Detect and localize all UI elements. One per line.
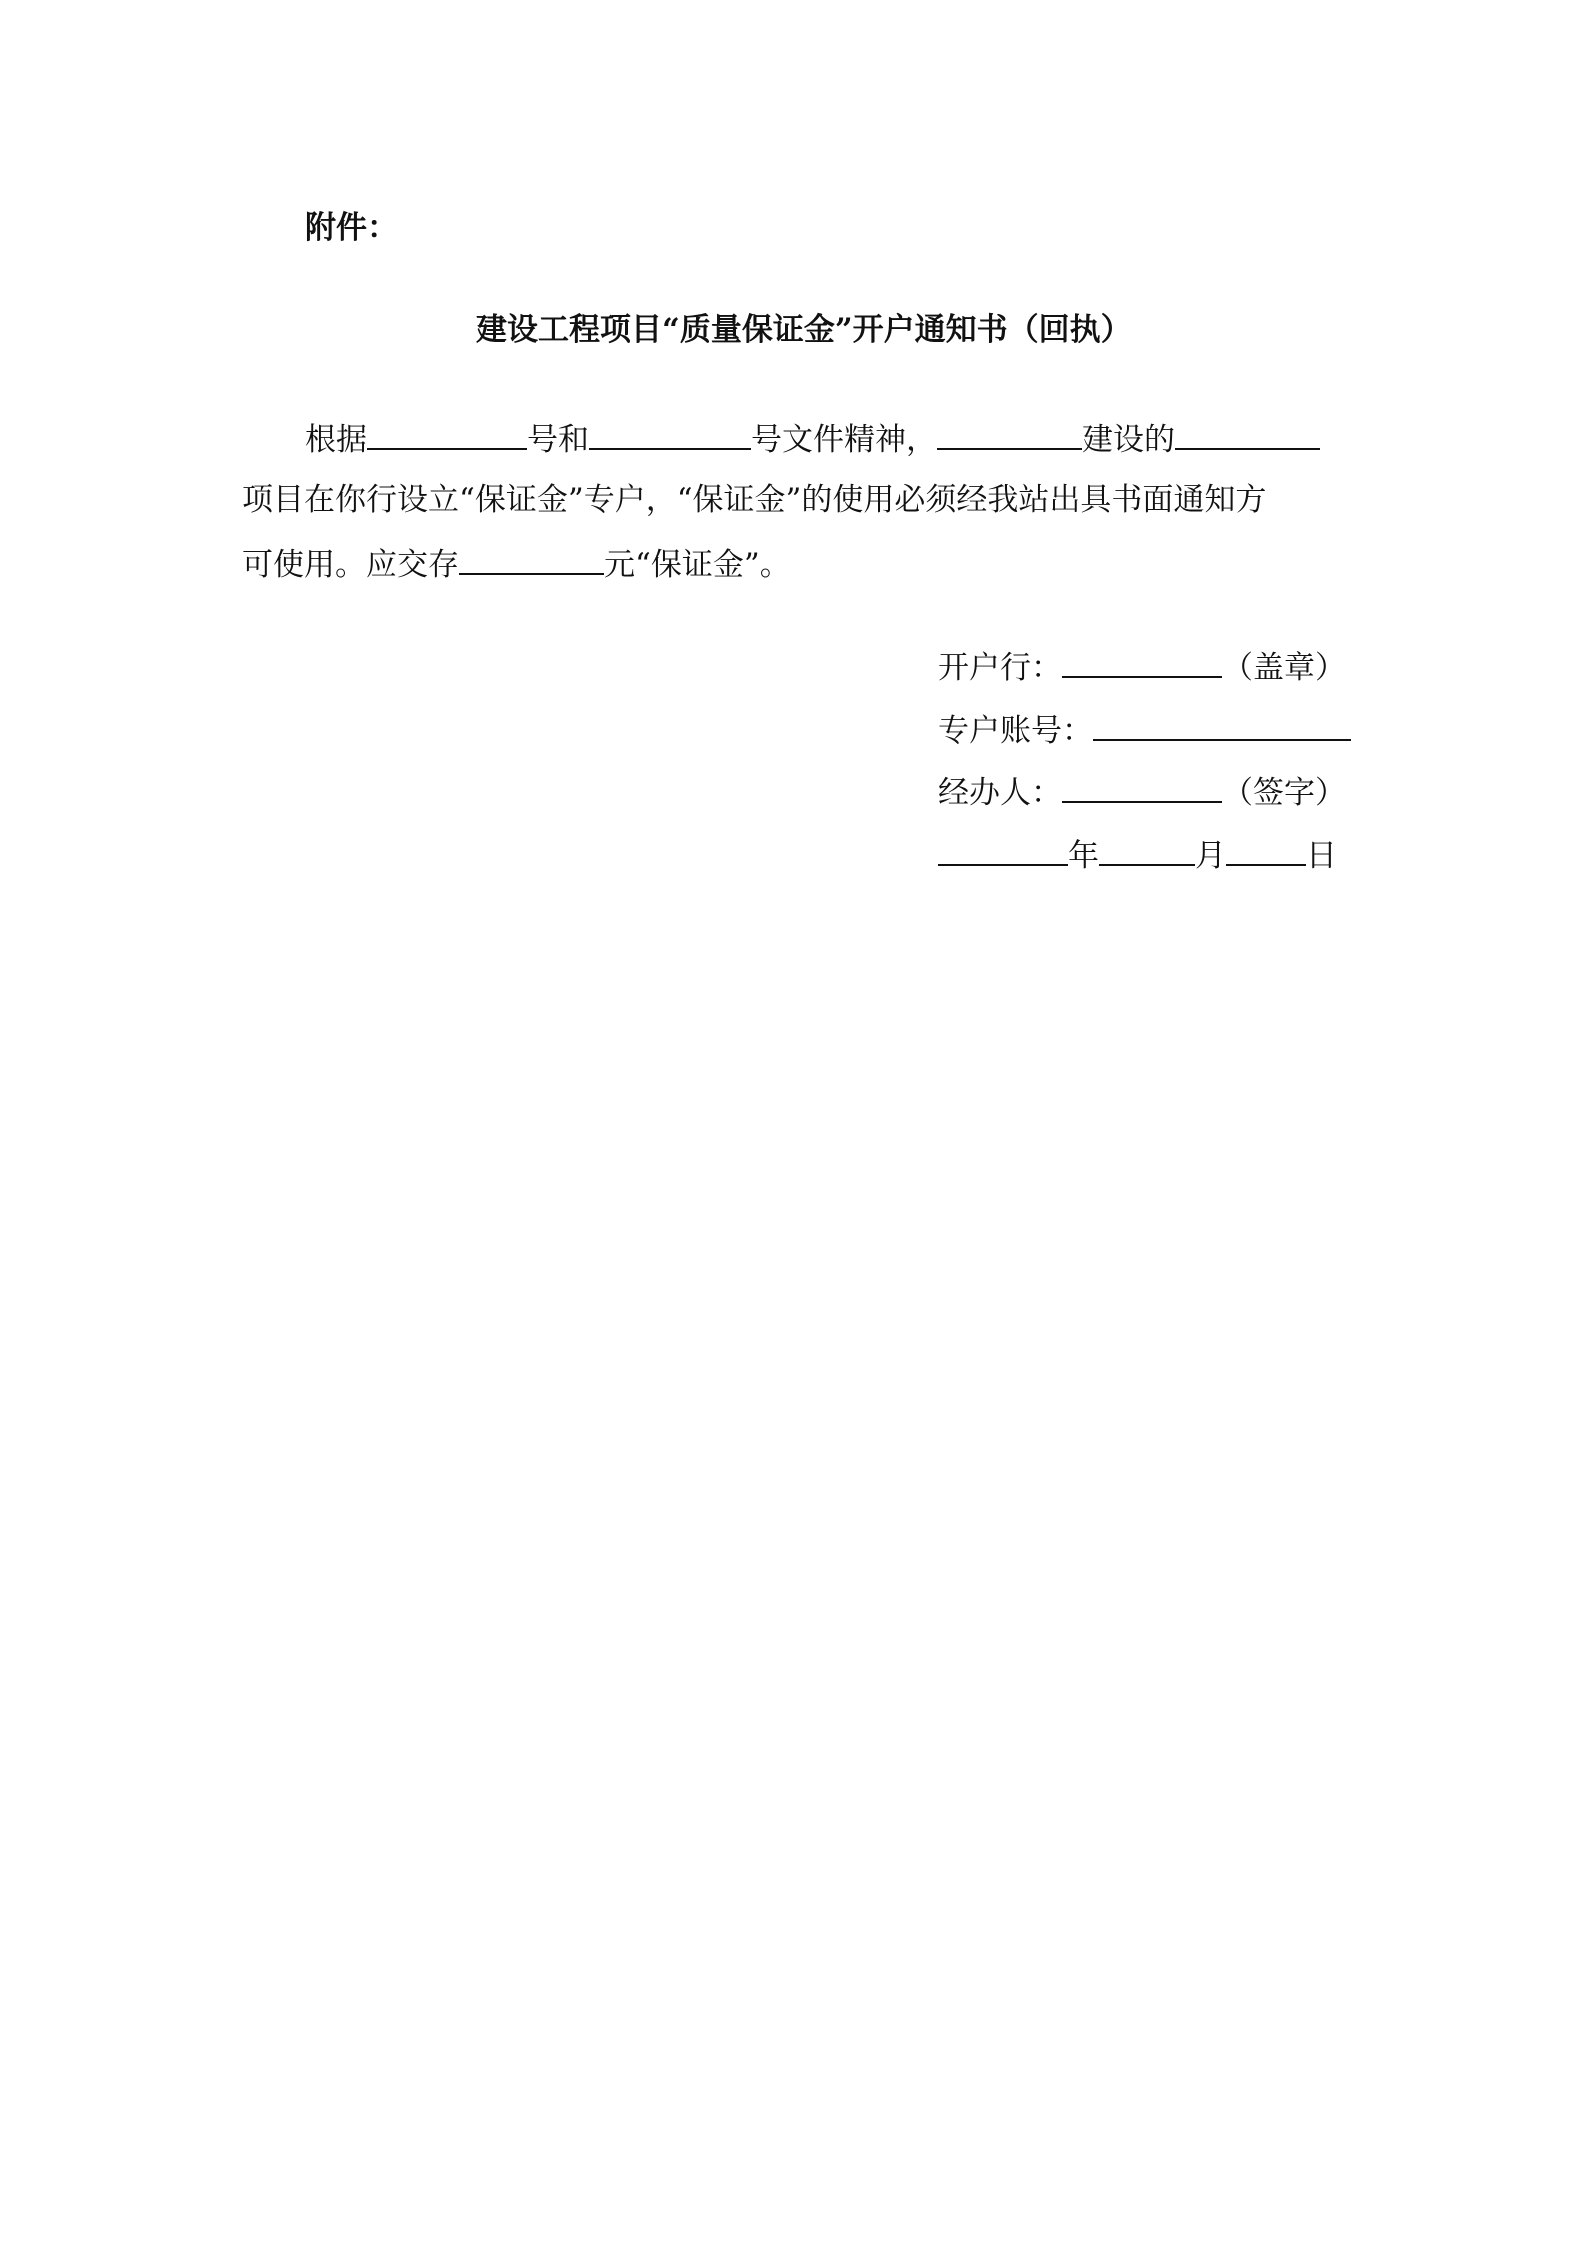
blank-month[interactable] xyxy=(1099,833,1195,866)
body-text-deposit-amount: 可使用。应交存 xyxy=(242,547,459,583)
month-label: 月 xyxy=(1195,838,1226,874)
date-line xyxy=(938,833,1337,876)
body-line-2: 项目在你行设立“保证金”专户，“保证金”的使用必须经我站出具书面通知方 xyxy=(242,482,1267,518)
attachment-label: 附件： xyxy=(305,210,398,246)
body-text-number-and: 号和 xyxy=(527,422,589,458)
bank-label: 开户行： xyxy=(938,650,1062,686)
blank-bank[interactable] xyxy=(1062,645,1222,678)
blank-account-number[interactable] xyxy=(1093,708,1351,741)
seal-note: （盖章） xyxy=(1222,650,1346,686)
body-line-3 xyxy=(242,542,791,585)
blank-developer[interactable] xyxy=(937,417,1082,450)
blank-handler[interactable] xyxy=(1062,770,1222,803)
blank-project-name[interactable] xyxy=(1175,417,1320,450)
year-label: 年 xyxy=(1068,838,1099,874)
body-text-constructed: 建设的 xyxy=(1082,422,1175,458)
blank-day[interactable] xyxy=(1226,833,1306,866)
bank-line xyxy=(938,645,1346,688)
body-text-yuan-deposit: 元“保证金”。 xyxy=(604,547,791,583)
handler-line xyxy=(938,770,1346,813)
body-text-according: 根据 xyxy=(305,422,367,458)
account-label: 专户账号： xyxy=(938,713,1093,749)
body-line-1 xyxy=(305,417,1320,460)
handler-label: 经办人： xyxy=(938,775,1062,811)
day-label: 日 xyxy=(1306,838,1337,874)
blank-doc-number-2[interactable] xyxy=(589,417,751,450)
blank-year[interactable] xyxy=(938,833,1068,866)
blank-amount[interactable] xyxy=(459,542,604,575)
body-text-document-spirit: 号文件精神， xyxy=(751,422,937,458)
blank-doc-number-1[interactable] xyxy=(367,417,527,450)
document-title: 建设工程项目“质量保证金”开户通知书（回执） xyxy=(476,312,1132,348)
account-line xyxy=(938,708,1351,751)
signature-note: （签字） xyxy=(1222,775,1346,811)
